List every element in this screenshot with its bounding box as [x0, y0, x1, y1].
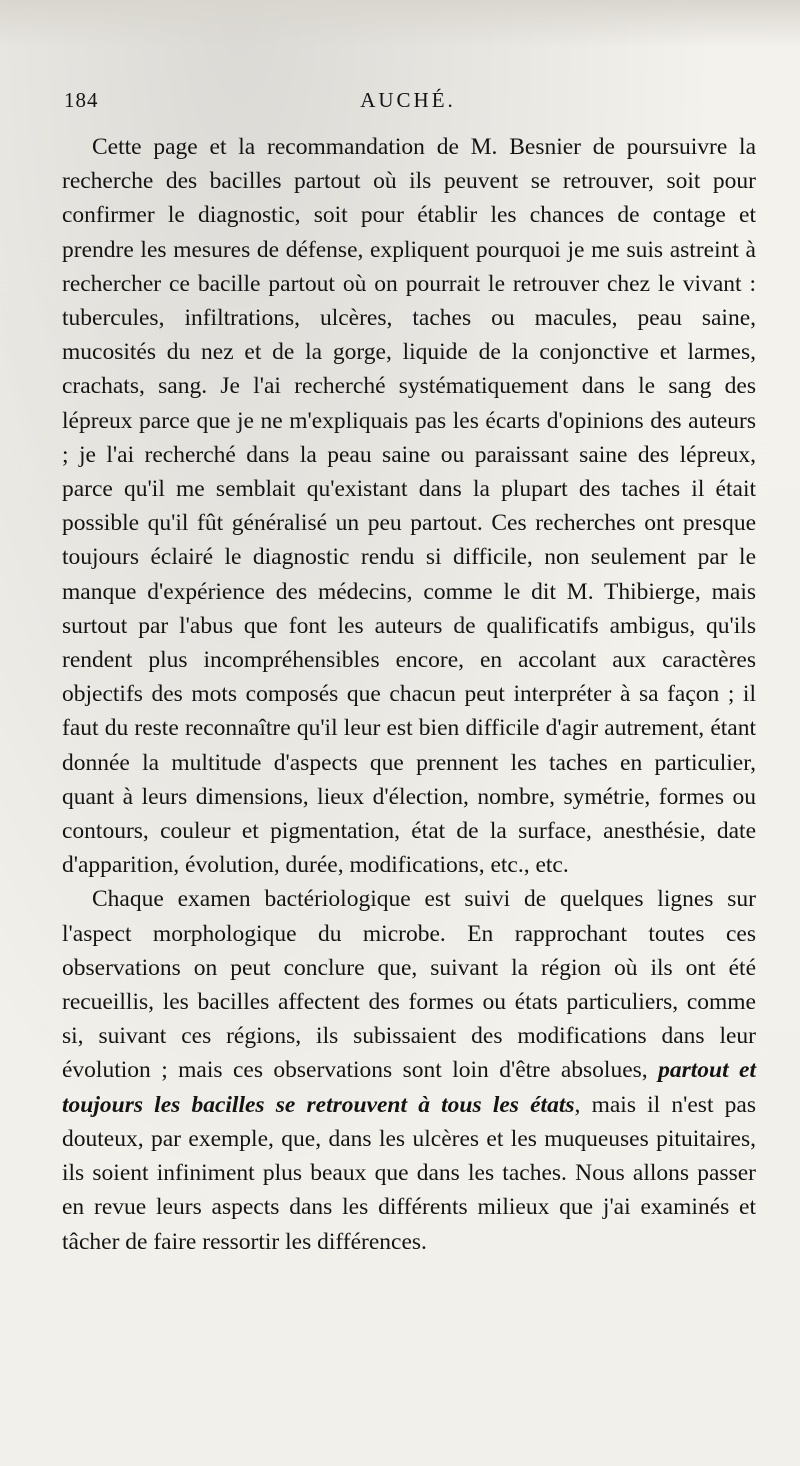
page-number: 184 — [64, 88, 99, 112]
paragraph-1: Cette page et la recommandation de M. Besnier de poursuivre la recherche des bacilles partout où ils peuvent se retrouver, soit pour confirmer le diagnostic, soit pour établir les chances de contage et prendre les mesures de défense, expliquent pourquoi je me suis astreint à rechercher ce bacille partout où on pourrait le retrouver chez le vivant : tubercules, infiltrations, ulcères, taches ou macules, peau saine, mucosités du nez et de la gorge, liquide de la conjonctive et larmes, crachats, sang. Je l'ai recherché systématiquement dans le sang des lépreux parce que je ne m'expliquais pas les écarts d'opinions des auteurs ; je l'ai recherché dans la peau saine ou paraissant saine des lépreux, parce qu'il me semblait qu'existant dans la plupart des taches il était possible qu'il fût généralisé un peu partout. Ces recherches ont presque toujours éclairé le diagnostic rendu si difficile, non seulement par le manque d'expérience des médecins, comme le dit M. Thibierge, mais surtout par l'abus que font les auteurs de qualificatifs ambigus, qu'ils rendent plus incompréhensibles encore, en accolant aux caractères objectifs des mots composés que chacun peut interpréter à sa façon ; il faut du reste reconnaître qu'il leur est bien difficile d'agir autrement, étant donnée la multitude d'aspects que prennent les taches en particulier, quant à leurs dimensions, lieux d'élection, nombre, symétrie, formes ou contours, couleur et pigmentation, état de la surface, anesthésie, date d'apparition, évolution, durée, modifications, etc., etc. — [62, 134, 756, 879]
body-text — [62, 130, 756, 1259]
running-head: AUCHÉ. — [360, 88, 456, 112]
page-top-shadow — [0, 0, 800, 48]
paragraph-2-emphasis: partout et toujours les bacilles se retrouvent à tous les états — [62, 1057, 756, 1118]
paragraph-2-text-after: , mais il n'est pas douteux, par exemple, que, dans les ulcères et les muqueuses pituitaires, ils soient infiniment plus beaux que dans les taches. Nous allons passer en revue leurs aspects dans les différents milieux que j'ai examinés et tâcher de faire ressortir les différences. — [62, 1091, 756, 1255]
paragraph-2-text-before: Chaque examen bactériologique est suivi de quelques lignes sur l'aspect morphologique du microbe. En rapprochant toutes ces observations on peut conclure que, suivant la région où ils ont été recueillis, les bacilles affectent des formes ou états particuliers, comme si, suivant ces régions, ils subissaient des modifications dans leur évolution ; mais ces observations sont loin d'être absolues, — [62, 886, 756, 1084]
page-header — [64, 88, 752, 116]
paragraph-2 — [62, 882, 756, 1258]
